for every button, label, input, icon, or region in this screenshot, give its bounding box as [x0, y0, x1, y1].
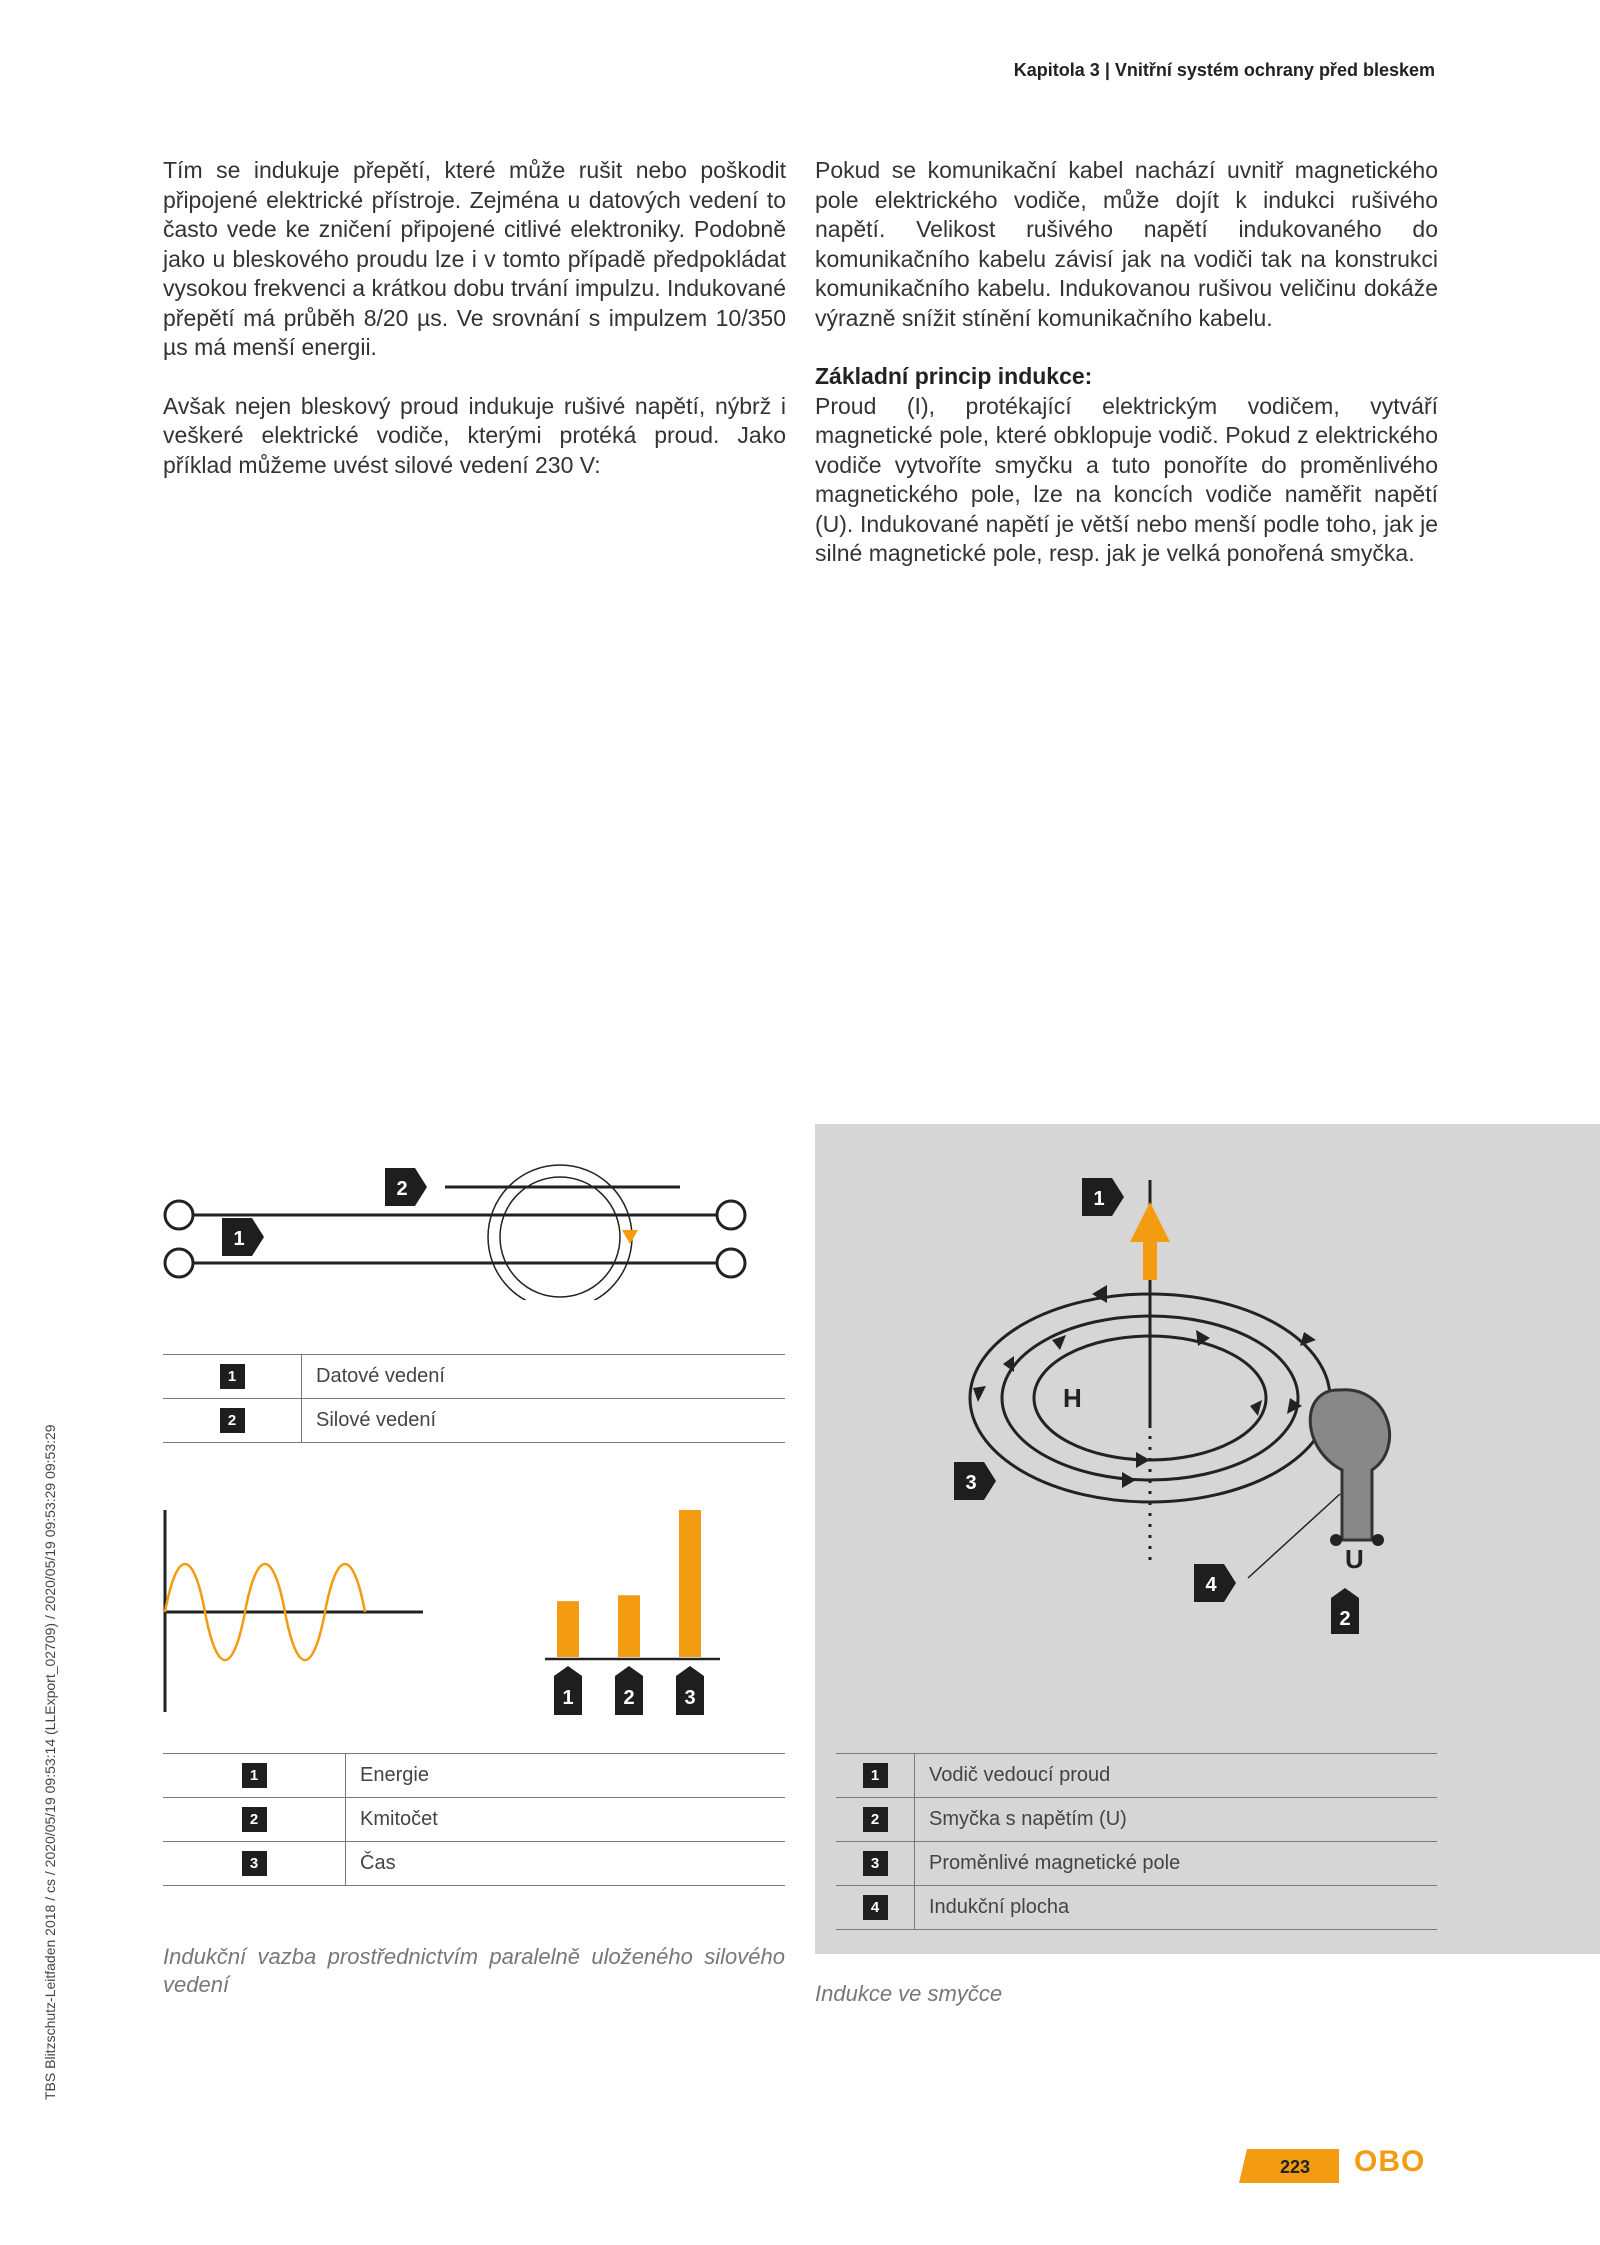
- legend-row: [836, 1842, 1437, 1886]
- running-header: [1014, 60, 1435, 81]
- marker-1: [1082, 1178, 1124, 1216]
- paragraph: Pokud se komunikační kabel nachází uvnitř magnetického pole elektrického vodiče, může dojít k indukci rušivého napětí. Velikost rušivého napětí indukovaného do komunikačního kabelu závisí jak na vodiči tak na konstrukci komunikačního kabelu. Indukovanou rušivou veličinu dokáže výrazně snížit stínění komunikačního kabelu.: [815, 157, 1438, 331]
- terminal-circle: [717, 1201, 745, 1229]
- legend-row: [163, 1399, 785, 1443]
- svg-text:1: 1: [1093, 1188, 1105, 1210]
- legend-row: [836, 1886, 1437, 1930]
- legend-badge: 1: [863, 1763, 888, 1788]
- legend-row: [163, 1842, 785, 1886]
- paragraph: Proud (I), protékající elektrickým vodičem, vytváří magnetické pole, které obklopuje vodič. Pokud z elektrického vodiče vytvoříte smyčku a tuto ponoříte do proměnlivého magnetického pole, lze na koncích vodiče naměřit napětí (U). Indukované napětí je větší nebo menší podle toho, jak je silné magnetické pole, resp. jak je velká ponořená smyčka.: [815, 392, 1438, 566]
- figure-caption-left: Indukční vazba prostřednictvím paralelně uloženého silového vedení: [163, 1944, 785, 1997]
- paragraph: Tím se indukuje přepětí, které může rušit nebo poškodit připojené elektrické přístroje. Zejména u datových vedení to často vede ke zničení připojené citlivé elektroniky. Podobně jako u bleskového proudu lze i v tomto případě předpokládat vysokou frekvenci a krátkou dobu trvání impulzu. Indukované přepětí má průběh 8/20 µs. Ve srovnání s impulzem 10/350 µs má menší energii.: [163, 157, 786, 360]
- paragraph: Avšak nejen bleskový proud indukuje rušivé napětí, nýbrž i veškeré elektrické vodiče, kterými protéká proud. Jako příklad můžeme uvést silové vedení 230 V:: [163, 392, 786, 478]
- leader-line: [1248, 1494, 1340, 1578]
- field-arrow-icon: [1003, 1356, 1014, 1372]
- legend-badge: 1: [220, 1364, 245, 1389]
- field-arrow-icon: [1250, 1400, 1262, 1416]
- marker-1-label: 1: [233, 1228, 245, 1250]
- obo-logo: OBO: [1354, 2145, 1426, 2178]
- legend-row: [163, 1355, 785, 1399]
- bar-number-badge-3: [676, 1666, 704, 1715]
- svg-text:4: 4: [1205, 1574, 1217, 1596]
- page-number-tab: [1239, 2149, 1339, 2183]
- parallel-lines-diagram: [155, 1160, 775, 1300]
- field-arrow-icon: [1052, 1335, 1066, 1350]
- page-number: 223: [1279, 2157, 1311, 2177]
- level-bar-2: [618, 1595, 640, 1657]
- legend-table-impulse: [163, 1753, 785, 1886]
- legend-label: Silové vedení: [302, 1399, 786, 1443]
- legend-badge: 2: [242, 1807, 267, 1832]
- legend-label: Kmitočet: [346, 1798, 786, 1842]
- field-ring-inner: [500, 1177, 620, 1297]
- bar-number: 3: [684, 1687, 696, 1709]
- legend-table-loop: [836, 1753, 1437, 1930]
- orange-arrow-icon: [622, 1230, 638, 1244]
- legend-badge: 2: [220, 1408, 245, 1433]
- loop-end-dot: [1330, 1534, 1342, 1546]
- loop-end-dot: [1372, 1534, 1384, 1546]
- level-bar-3: [679, 1510, 701, 1657]
- chapter-label: Kapitola 3: [1013, 60, 1100, 80]
- legend-row: [836, 1754, 1437, 1798]
- legend-badge: 3: [242, 1851, 267, 1876]
- legend-label: Smyčka s napětím (U): [915, 1798, 1438, 1842]
- header-separator: |: [1099, 60, 1115, 80]
- terminal-circle: [165, 1201, 193, 1229]
- current-arrow-shaft: [1143, 1240, 1157, 1280]
- bar-number: 2: [623, 1687, 635, 1709]
- legend-label: Vodič vedoucí proud: [915, 1754, 1438, 1798]
- legend-label: Datové vedení: [302, 1355, 786, 1399]
- impulse-diagram: [155, 1500, 735, 1725]
- chapter-title: Vnitřní systém ochrany před bleskem: [1114, 60, 1435, 80]
- legend-table-lines: [163, 1354, 785, 1443]
- field-arrow-icon: [1136, 1452, 1150, 1468]
- section-heading: Základní princip indukce:: [815, 363, 1093, 389]
- field-ring-outer: [488, 1165, 632, 1300]
- legend-row: [163, 1754, 785, 1798]
- field-arrow-icon: [973, 1386, 986, 1402]
- terminal-circle: [717, 1249, 745, 1277]
- legend-label: Čas: [346, 1842, 786, 1886]
- legend-label: Proměnlivé magnetické pole: [915, 1842, 1438, 1886]
- bar-number-badge-2: [615, 1666, 643, 1715]
- legend-badge: 3: [863, 1851, 888, 1876]
- left-column: [163, 156, 786, 509]
- print-metadata: TBS Blitzschutz-Leitfaden 2018 / cs / 2020/05/19 09:53:14 (LLExport_02709) / 2020/05/19 09:53:29 09:53:29: [42, 1424, 58, 2100]
- bar-number: 1: [562, 1687, 574, 1709]
- field-arrow-icon: [1122, 1472, 1136, 1488]
- marker-2-label: 2: [396, 1178, 408, 1200]
- right-column: [815, 156, 1438, 598]
- legend-badge: 4: [863, 1895, 888, 1920]
- loop-induction-diagram: [940, 1170, 1420, 1640]
- marker-2: [1331, 1588, 1359, 1634]
- terminal-circle: [165, 1249, 193, 1277]
- legend-label: Indukční plocha: [915, 1886, 1438, 1930]
- field-arrow-icon: [1300, 1332, 1316, 1346]
- current-arrow-icon: [1130, 1202, 1170, 1242]
- figure-caption-right: Indukce ve smyčce: [815, 1981, 1003, 2006]
- marker-3: [954, 1462, 996, 1500]
- level-bar-1: [557, 1601, 579, 1657]
- legend-row: [163, 1798, 785, 1842]
- loop-body: [1310, 1390, 1389, 1540]
- voltage-label: U: [1345, 1544, 1364, 1574]
- legend-badge: 2: [863, 1807, 888, 1832]
- legend-row: [836, 1798, 1437, 1842]
- legend-badge: 1: [242, 1763, 267, 1788]
- bar-group: [557, 1510, 701, 1657]
- field-label: H: [1063, 1383, 1082, 1413]
- svg-text:2: 2: [1339, 1608, 1351, 1630]
- bar-number-badge-1: [554, 1666, 582, 1715]
- marker-4: [1194, 1564, 1236, 1602]
- svg-text:3: 3: [965, 1472, 977, 1494]
- legend-label: Energie: [346, 1754, 786, 1798]
